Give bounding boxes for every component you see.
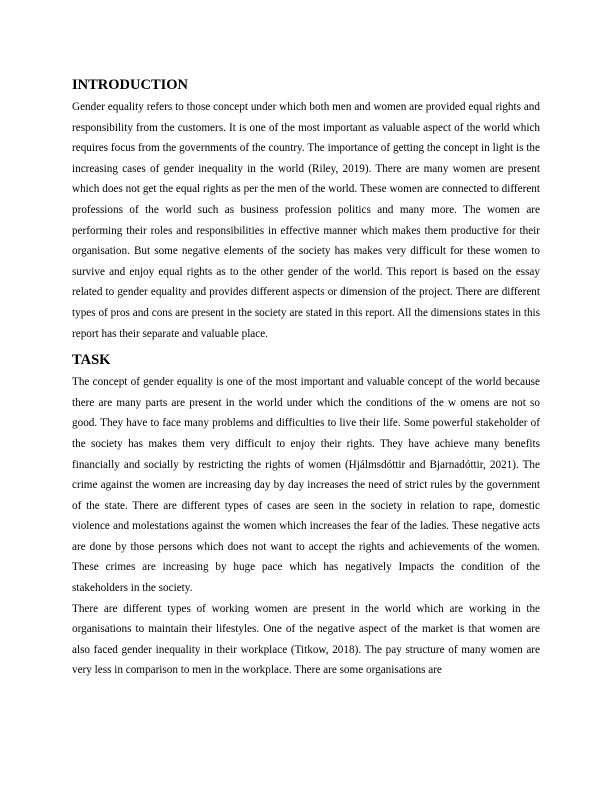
- task-paragraph-2: There are different types of working women are present in the world which are working in the organisations to maintain their lifestyles. One of the negative aspect of the market is that women are also faced gender inequality in their workplace (Titkow, 2018). The pay structure of many women are very less in comparison to men in the workplace. There are some organisations are: [72, 602, 540, 677]
- introduction-paragraph: Gender equality refers to those concept under which both men and women are provided equal rights and responsibility from the customers. It is one of the most important as valuable aspect of the world which requires focus from the governments of the country. The importance of getting the concept in light is the increasing cases of gender inequality in the world (Riley, 2019). There are many women are present which does not get the equal rights as per the men of the world. These women are connected to different professions of the world such as business profession politics and many more. The women are performing their roles and responsibilities in effective manner which makes them productive for their organisation. But some negative elements of the society has makes very difficult for these women to survive and enjoy equal rights as to the other gender of the world. This report is based on the essay related to gender equality and provides different aspects or dimension of the project. There are different types of pros and cons are present in the society are stated in this report. All the dimensions states in this report has their separate and valuable place.: [72, 101, 540, 340]
- document-page: [72, 75, 540, 681]
- section-heading-task: TASK: [72, 352, 111, 369]
- section-heading-introduction: INTRODUCTION: [72, 77, 189, 93]
- task-paragraph-1: The concept of gender equality is one of the most important and valuable concept of the world because there are many parts are present in the world under which the conditions of the w omens are not so good. They have to face many problems and difficulties to live their life. Some powerful stakeholder of the society has makes them very difficult to enjoy their rights. They have achieve many benefits financially and socially by restricting the rights of women (Hjálmsdóttir and Bjarnadóttir, 2021). The crime against the women are increasing day by day increases the need of strict rules by the government of the state. There are different types of cases are seen in the society in relation to rape, domestic violence and molestations against the women which increases the fear of the ladies. These negative acts are done by those persons which does not want to accept the rights and achievements of the women. These crimes are increasing by huge pace which has negatively Impacts the condition of the stakeholders in the society.: [72, 376, 540, 595]
